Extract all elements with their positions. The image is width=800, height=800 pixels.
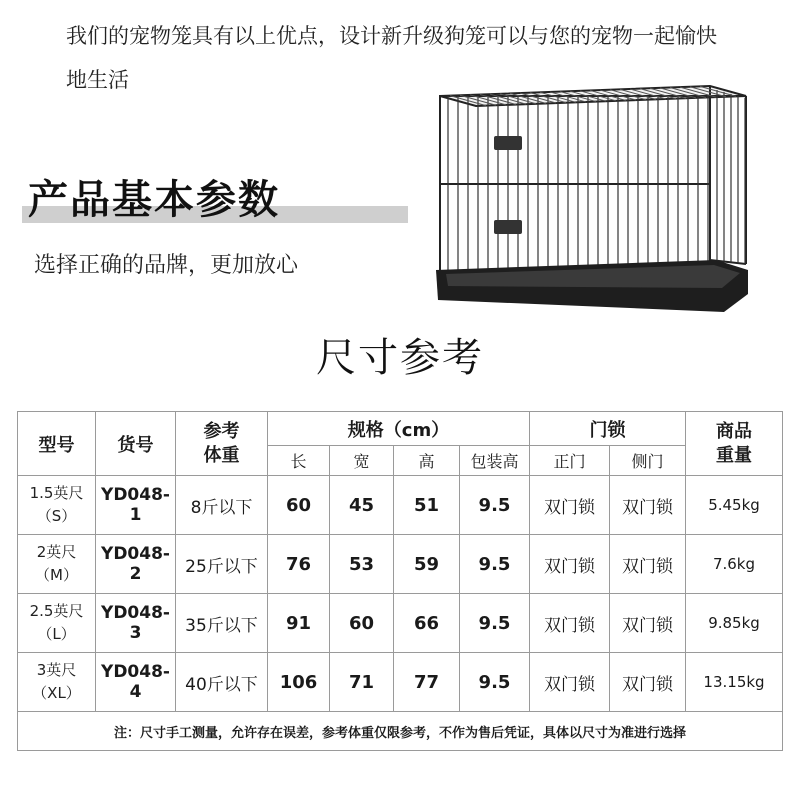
header-ref-weight-text: 参考体重 [203,420,240,466]
product-weight-cell: 7.6kg [686,535,783,594]
header-product-weight [686,412,783,476]
header-width: 宽 [330,446,394,476]
model-cell [18,476,96,535]
table-note: 注：尺寸手工测量，允许存在误差，参考体重仅限参考，不作为售后凭证，具体以尺寸为准进行选择 [18,712,783,751]
dog-cage-image [432,74,754,324]
front-lock-cell: 双门锁 [530,535,610,594]
width-cell: 53 [330,535,394,594]
product-weight-cell: 9.85kg [686,594,783,653]
height-cell: 77 [394,653,460,712]
model-cell [18,653,96,712]
header-sku: 货号 [96,412,176,476]
pet-weight-cell: 35斤以下 [176,594,268,653]
sku-cell: YD048-4 [96,653,176,712]
sku-cell: YD048-1 [96,476,176,535]
pack-height-cell: 9.5 [460,653,530,712]
sku-cell: YD048-3 [96,594,176,653]
pet-weight-cell: 40斤以下 [176,653,268,712]
pack-height-cell: 9.5 [460,594,530,653]
length-cell: 60 [268,476,330,535]
pet-weight-cell: 25斤以下 [176,535,268,594]
height-cell: 59 [394,535,460,594]
header-model: 型号 [18,412,96,476]
width-cell: 45 [330,476,394,535]
side-lock-cell: 双门锁 [610,594,686,653]
table-row [18,535,783,594]
product-weight-cell: 5.45kg [686,476,783,535]
side-lock-cell: 双门锁 [610,476,686,535]
side-lock-cell: 双门锁 [610,653,686,712]
model-size: 2英尺 [36,543,77,561]
length-cell: 106 [268,653,330,712]
section-subtitle: 选择正确的品牌，更加放心 [34,253,299,278]
product-weight-cell: 13.15kg [686,653,783,712]
front-lock-cell: 双门锁 [530,476,610,535]
height-cell: 51 [394,476,460,535]
model-size: 2.5英尺 [29,602,84,620]
table-row [18,653,783,712]
section-title: 产品基本参数 [28,177,280,223]
width-cell: 60 [330,594,394,653]
intro-text: 我们的宠物笼具有以上优点，设计新升级狗笼可以与您的宠物一起愉快地生活 [66,24,717,92]
header-product-weight-text: 商品重量 [716,420,752,466]
length-cell: 91 [268,594,330,653]
pet-weight-cell: 8斤以下 [176,476,268,535]
front-lock-cell: 双门锁 [530,594,610,653]
header-height: 高 [394,446,460,476]
header-ref-weight [176,412,268,476]
header-side-door: 侧门 [610,446,686,476]
table-row [18,594,783,653]
size-spec-table [17,411,783,751]
model-code: （L） [37,625,76,643]
header-pack-height: 包装高 [460,446,530,476]
front-lock-cell: 双门锁 [530,653,610,712]
header-front-door: 正门 [530,446,610,476]
header-lock: 门锁 [530,412,686,446]
height-cell: 66 [394,594,460,653]
model-code: （XL） [32,684,81,702]
width-cell: 71 [330,653,394,712]
sku-cell: YD048-2 [96,535,176,594]
model-size: 1.5英尺 [29,484,84,502]
model-cell [18,594,96,653]
model-code: （S） [36,507,77,525]
pack-height-cell: 9.5 [460,476,530,535]
header-spec: 规格（cm） [268,412,530,446]
length-cell: 76 [268,535,330,594]
table-row [18,476,783,535]
side-lock-cell: 双门锁 [610,535,686,594]
model-size: 3英尺 [36,661,77,679]
model-code: （M） [35,566,78,584]
size-reference-title: 尺寸参考 [316,335,484,381]
pack-height-cell: 9.5 [460,535,530,594]
model-cell [18,535,96,594]
header-length: 长 [268,446,330,476]
